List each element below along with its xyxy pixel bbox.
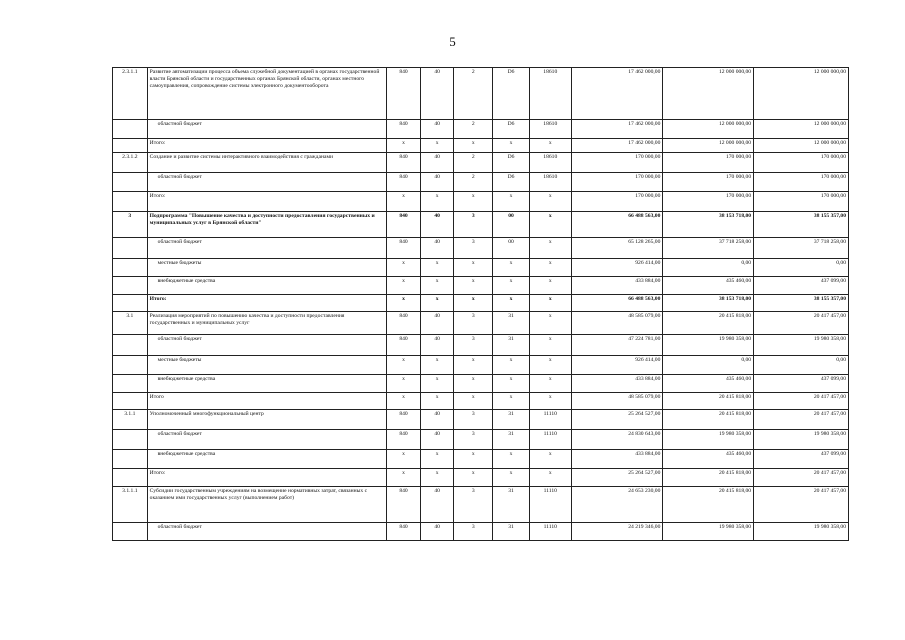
row-section: x — [420, 192, 454, 212]
row-section: 40 — [420, 238, 454, 259]
row-expense-type: x — [529, 450, 571, 469]
row-expense-type: x — [529, 312, 571, 335]
row-name: Итого: — [147, 295, 387, 312]
row-value-2020: 12 000 000,00 — [663, 120, 754, 139]
row-expense-type: x — [529, 277, 571, 295]
row-name: Развитие автоматизации процесса объема служебной документацией в органах государственной власти Брянской области и государственных органах Брянской области, органах местного самоуправления, сопровождение системы электронного документооборота — [147, 68, 387, 120]
table-row — [113, 430, 849, 450]
row-name: областной бюджет — [147, 238, 387, 259]
row-value-2021: 0,00 — [754, 356, 849, 375]
table-row — [113, 469, 849, 487]
row-name: внебюджетные средства — [147, 277, 387, 295]
row-expense-type: x — [529, 259, 571, 277]
row-expense-type: 11110 — [529, 430, 571, 450]
row-code: 2.3.1.2 — [113, 153, 148, 173]
row-expense-type: x — [529, 238, 571, 259]
row-value-2020: 435 460,00 — [663, 277, 754, 295]
row-value-2019: 65 128 265,00 — [571, 238, 663, 259]
row-value-2019: 926 414,00 — [571, 259, 663, 277]
row-value-2021: 12 000 000,00 — [754, 68, 849, 120]
table-row — [113, 335, 849, 356]
row-gr: 840 — [387, 238, 421, 259]
row-value-2019: 66 488 563,00 — [571, 212, 663, 238]
row-target: 31 — [493, 312, 530, 335]
row-value-2019: 170 000,00 — [571, 173, 663, 192]
row-section: 40 — [420, 523, 454, 541]
row-target: D6 — [493, 120, 530, 139]
row-value-2021: 437 099,00 — [754, 375, 849, 393]
row-name: внебюджетные средства — [147, 450, 387, 469]
row-value-2019: 48 585 079,00 — [571, 393, 663, 410]
row-value-2020: 38 153 718,00 — [663, 295, 754, 312]
row-value-2020: 20 415 818,00 — [663, 487, 754, 523]
row-code — [113, 259, 148, 277]
row-subsection: 2 — [454, 120, 493, 139]
row-value-2019: 24 830 643,00 — [571, 430, 663, 450]
row-value-2019: 25 264 527,00 — [571, 469, 663, 487]
row-section: x — [420, 277, 454, 295]
row-value-2019: 24 219 346,00 — [571, 523, 663, 541]
row-value-2019: 17 462 000,00 — [571, 68, 663, 120]
table-row — [113, 173, 849, 192]
row-value-2019: 17 462 000,00 — [571, 139, 663, 153]
row-subsection: 3 — [454, 212, 493, 238]
table-row — [113, 393, 849, 410]
table-row — [113, 192, 849, 212]
row-value-2021: 38 155 357,00 — [754, 212, 849, 238]
row-expense-type: 18610 — [529, 120, 571, 139]
row-subsection: 3 — [454, 410, 493, 430]
row-target: x — [493, 277, 530, 295]
row-gr: 840 — [387, 523, 421, 541]
row-target: x — [493, 469, 530, 487]
row-value-2020: 37 718 258,00 — [663, 238, 754, 259]
row-value-2019: 66 488 563,00 — [571, 295, 663, 312]
row-expense-type: x — [529, 295, 571, 312]
row-target: x — [493, 356, 530, 375]
row-name: местные бюджеты — [147, 259, 387, 277]
row-expense-type: 18610 — [529, 153, 571, 173]
row-section: x — [420, 469, 454, 487]
row-value-2020: 19 980 358,00 — [663, 335, 754, 356]
row-code — [113, 430, 148, 450]
row-name: областной бюджет — [147, 523, 387, 541]
row-target: 31 — [493, 430, 530, 450]
row-section: 40 — [420, 153, 454, 173]
row-gr: 840 — [387, 173, 421, 192]
row-expense-type: x — [529, 469, 571, 487]
row-target: 31 — [493, 335, 530, 356]
row-gr: x — [387, 295, 421, 312]
row-gr: x — [387, 259, 421, 277]
row-expense-type: x — [529, 356, 571, 375]
row-value-2021: 20 417 457,00 — [754, 410, 849, 430]
row-value-2021: 38 155 357,00 — [754, 295, 849, 312]
row-target: 31 — [493, 523, 530, 541]
row-value-2021: 19 980 358,00 — [754, 523, 849, 541]
row-section: x — [420, 375, 454, 393]
row-name: Итого: — [147, 469, 387, 487]
row-gr: 840 — [387, 487, 421, 523]
row-section: x — [420, 295, 454, 312]
row-target: x — [493, 259, 530, 277]
row-section: 40 — [420, 173, 454, 192]
row-expense-type: 18610 — [529, 68, 571, 120]
row-subsection: x — [454, 259, 493, 277]
row-target: 00 — [493, 238, 530, 259]
row-expense-type: 11110 — [529, 410, 571, 430]
row-value-2019: 25 264 527,00 — [571, 410, 663, 430]
row-code — [113, 173, 148, 192]
row-value-2020: 170 000,00 — [663, 192, 754, 212]
row-code — [113, 295, 148, 312]
row-subsection: x — [454, 375, 493, 393]
row-target: 31 — [493, 410, 530, 430]
table-row — [113, 68, 849, 120]
row-gr: x — [387, 393, 421, 410]
row-value-2020: 38 153 718,00 — [663, 212, 754, 238]
row-code — [113, 120, 148, 139]
table-row — [113, 356, 849, 375]
row-value-2019: 926 414,00 — [571, 356, 663, 375]
row-name: Подпрограмма "Повышение качества и доступности предоставления государственных и муниципальных услуг в Брянской области" — [147, 212, 387, 238]
row-section: 40 — [420, 487, 454, 523]
row-name: Итого — [147, 393, 387, 410]
row-expense-type: x — [529, 375, 571, 393]
row-gr: 840 — [387, 410, 421, 430]
table-body — [113, 68, 849, 541]
row-value-2021: 19 980 358,00 — [754, 335, 849, 356]
row-gr: x — [387, 139, 421, 153]
row-value-2020: 0,00 — [663, 356, 754, 375]
row-value-2021: 437 099,00 — [754, 277, 849, 295]
row-target: 00 — [493, 212, 530, 238]
row-code — [113, 277, 148, 295]
row-section: 40 — [420, 430, 454, 450]
row-code — [113, 450, 148, 469]
row-gr: x — [387, 375, 421, 393]
row-code — [113, 139, 148, 153]
row-name: Субсидии государственным учреждениям на возмещение нормативных затрат, связанных с оказанием ими государственных услуг (выполнением работ) — [147, 487, 387, 523]
row-value-2019: 47 224 781,00 — [571, 335, 663, 356]
row-expense-type: 18610 — [529, 173, 571, 192]
row-subsection: 3 — [454, 238, 493, 259]
row-value-2021: 20 417 457,00 — [754, 312, 849, 335]
row-value-2020: 19 980 358,00 — [663, 523, 754, 541]
row-subsection: 2 — [454, 173, 493, 192]
row-value-2021: 170 000,00 — [754, 192, 849, 212]
table-row — [113, 139, 849, 153]
row-name: Итого: — [147, 192, 387, 212]
row-gr: 840 — [387, 120, 421, 139]
row-code — [113, 523, 148, 541]
row-value-2019: 170 000,00 — [571, 192, 663, 212]
row-subsection: 3 — [454, 312, 493, 335]
table-row — [113, 153, 849, 173]
row-section: x — [420, 450, 454, 469]
row-value-2021: 12 000 000,00 — [754, 120, 849, 139]
row-value-2020: 20 415 818,00 — [663, 312, 754, 335]
table-row — [113, 277, 849, 295]
row-gr: 840 — [387, 68, 421, 120]
row-value-2019: 433 884,00 — [571, 277, 663, 295]
row-name: внебюджетные средства — [147, 375, 387, 393]
row-section: 40 — [420, 68, 454, 120]
row-name: Итого: — [147, 139, 387, 153]
row-expense-type: x — [529, 212, 571, 238]
row-subsection: x — [454, 192, 493, 212]
row-gr: x — [387, 356, 421, 375]
table-row — [113, 312, 849, 335]
row-value-2020: 12 000 000,00 — [663, 139, 754, 153]
page-number: 5 — [449, 34, 456, 49]
row-section: x — [420, 393, 454, 410]
row-value-2021: 0,00 — [754, 259, 849, 277]
row-target: x — [493, 192, 530, 212]
row-code: 3.1.1 — [113, 410, 148, 430]
table-row — [113, 238, 849, 259]
row-expense-type: 11110 — [529, 523, 571, 541]
row-code — [113, 393, 148, 410]
row-section: 40 — [420, 335, 454, 356]
row-value-2019: 170 000,00 — [571, 153, 663, 173]
row-gr: 840 — [387, 312, 421, 335]
row-expense-type: x — [529, 192, 571, 212]
row-subsection: x — [454, 393, 493, 410]
budget-table — [112, 67, 849, 541]
row-gr: 840 — [387, 335, 421, 356]
row-code — [113, 356, 148, 375]
row-subsection: x — [454, 450, 493, 469]
table-row — [113, 487, 849, 523]
table-row — [113, 410, 849, 430]
row-value-2019: 48 585 079,00 — [571, 312, 663, 335]
row-target: x — [493, 375, 530, 393]
row-target: x — [493, 139, 530, 153]
row-name: Реализация мероприятий по повышению качества и доступности предоставления государственных и муниципальных услуг — [147, 312, 387, 335]
row-subsection: x — [454, 277, 493, 295]
row-target: 31 — [493, 487, 530, 523]
row-code — [113, 375, 148, 393]
row-section: x — [420, 259, 454, 277]
table-row — [113, 259, 849, 277]
row-name: Уполномоченный многофункциональный центр — [147, 410, 387, 430]
row-code — [113, 238, 148, 259]
row-value-2020: 19 980 358,00 — [663, 430, 754, 450]
row-gr: x — [387, 192, 421, 212]
row-section: 40 — [420, 212, 454, 238]
row-section: x — [420, 139, 454, 153]
row-value-2020: 20 415 818,00 — [663, 410, 754, 430]
row-subsection: x — [454, 356, 493, 375]
row-target: x — [493, 295, 530, 312]
row-code — [113, 469, 148, 487]
row-value-2021: 170 000,00 — [754, 173, 849, 192]
row-target: x — [493, 450, 530, 469]
row-value-2020: 20 415 818,00 — [663, 469, 754, 487]
row-value-2019: 17 462 000,00 — [571, 120, 663, 139]
row-value-2020: 435 460,00 — [663, 450, 754, 469]
row-value-2020: 170 000,00 — [663, 173, 754, 192]
row-target: D6 — [493, 153, 530, 173]
row-name: местные бюджеты — [147, 356, 387, 375]
row-subsection: 2 — [454, 68, 493, 120]
row-gr: x — [387, 469, 421, 487]
row-name: областной бюджет — [147, 430, 387, 450]
row-value-2019: 433 884,00 — [571, 450, 663, 469]
row-section: 40 — [420, 120, 454, 139]
row-value-2020: 12 000 000,00 — [663, 68, 754, 120]
row-name: областной бюджет — [147, 335, 387, 356]
row-subsection: 3 — [454, 487, 493, 523]
row-section: x — [420, 356, 454, 375]
row-code: 2.3.1.1 — [113, 68, 148, 120]
table-row — [113, 450, 849, 469]
row-value-2019: 433 884,00 — [571, 375, 663, 393]
row-subsection: x — [454, 295, 493, 312]
table-row — [113, 523, 849, 541]
row-code — [113, 335, 148, 356]
row-gr: x — [387, 277, 421, 295]
table-row — [113, 120, 849, 139]
row-value-2020: 20 415 818,00 — [663, 393, 754, 410]
row-gr: 840 — [387, 153, 421, 173]
row-gr: x — [387, 450, 421, 469]
row-section: 40 — [420, 312, 454, 335]
row-expense-type: x — [529, 335, 571, 356]
table-row — [113, 295, 849, 312]
row-value-2021: 170 000,00 — [754, 153, 849, 173]
row-subsection: 3 — [454, 335, 493, 356]
row-target: x — [493, 393, 530, 410]
row-expense-type: 11110 — [529, 487, 571, 523]
row-value-2021: 20 417 457,00 — [754, 393, 849, 410]
table-row — [113, 375, 849, 393]
row-value-2021: 12 000 000,00 — [754, 139, 849, 153]
row-code: 3 — [113, 212, 148, 238]
row-value-2020: 0,00 — [663, 259, 754, 277]
row-name: областной бюджет — [147, 120, 387, 139]
row-value-2021: 19 980 358,00 — [754, 430, 849, 450]
row-value-2020: 435 460,00 — [663, 375, 754, 393]
row-name: областной бюджет — [147, 173, 387, 192]
row-expense-type: x — [529, 139, 571, 153]
row-value-2021: 20 417 457,00 — [754, 469, 849, 487]
row-subsection: 3 — [454, 430, 493, 450]
table-row — [113, 212, 849, 238]
row-code — [113, 192, 148, 212]
row-value-2019: 24 653 230,00 — [571, 487, 663, 523]
row-expense-type: x — [529, 393, 571, 410]
row-target: D6 — [493, 173, 530, 192]
row-code: 3.1.1.1 — [113, 487, 148, 523]
row-gr: 840 — [387, 212, 421, 238]
row-value-2020: 170 000,00 — [663, 153, 754, 173]
row-name: Создание и развитие системы интерактивного взаимодействия с гражданами — [147, 153, 387, 173]
row-gr: 840 — [387, 430, 421, 450]
row-value-2021: 20 417 457,00 — [754, 487, 849, 523]
row-value-2021: 437 099,00 — [754, 450, 849, 469]
row-value-2021: 37 718 258,00 — [754, 238, 849, 259]
row-target: D6 — [493, 68, 530, 120]
row-code: 3.1 — [113, 312, 148, 335]
row-subsection: 3 — [454, 523, 493, 541]
row-subsection: x — [454, 469, 493, 487]
row-subsection: x — [454, 139, 493, 153]
row-section: 40 — [420, 410, 454, 430]
row-subsection: 2 — [454, 153, 493, 173]
